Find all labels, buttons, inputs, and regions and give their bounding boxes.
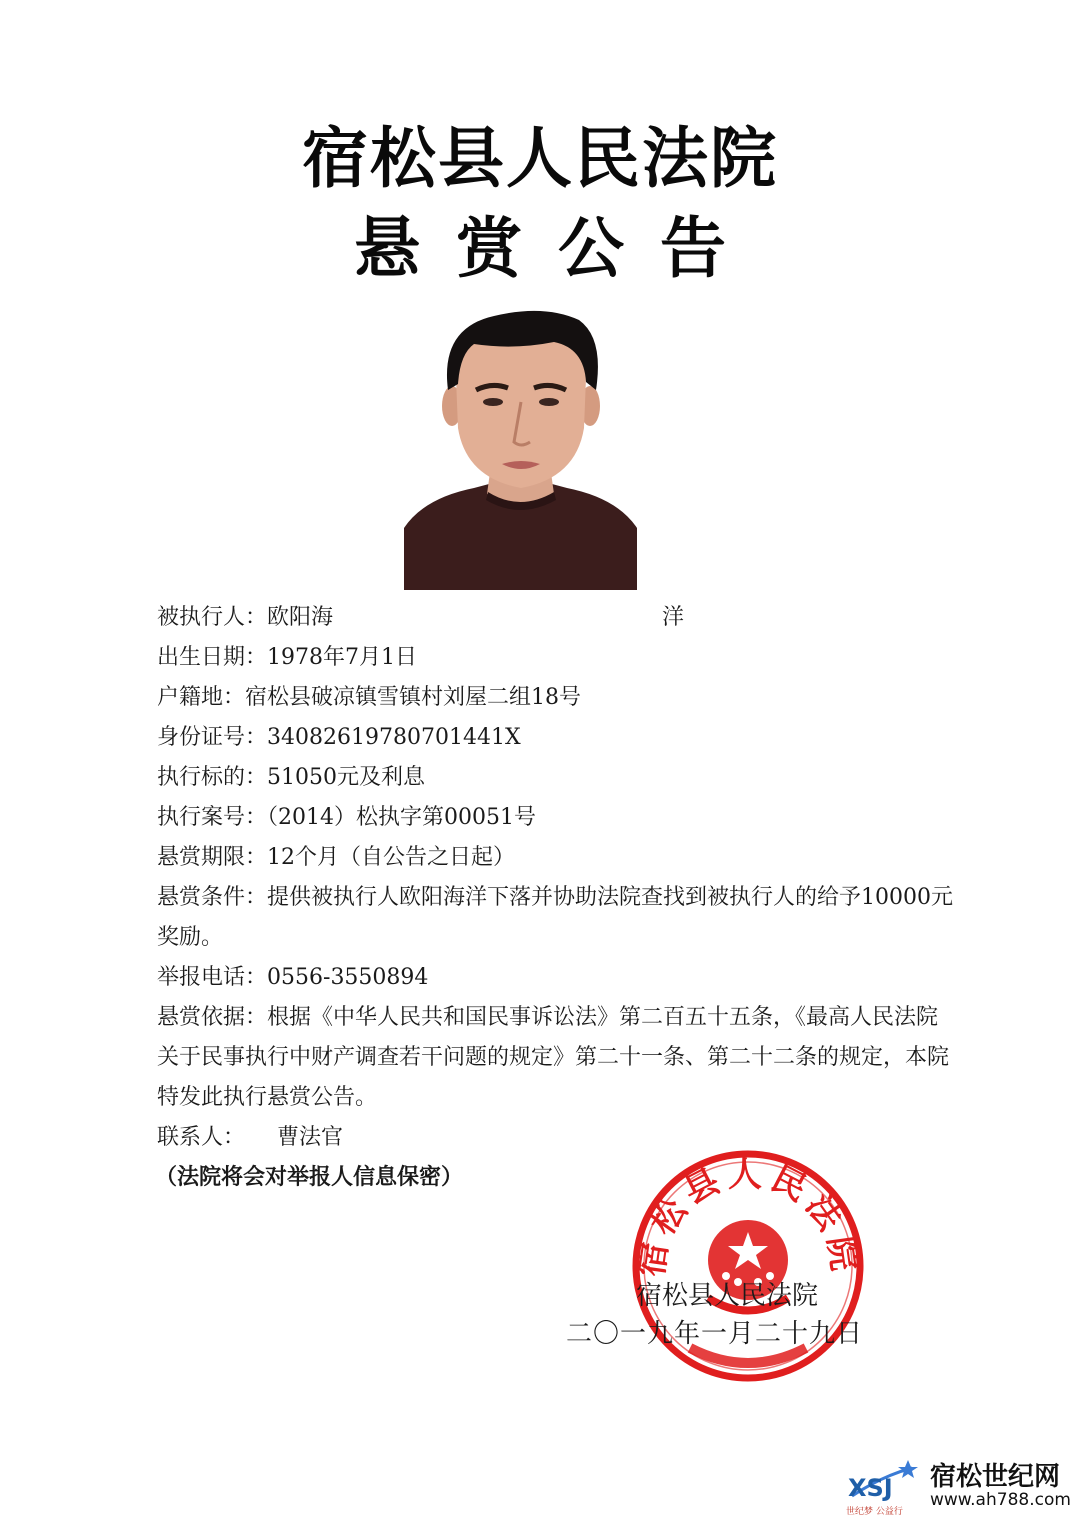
birth-label: 出生日期：: [157, 645, 268, 670]
case-row: [157, 798, 957, 838]
target-value: 51050元及利息: [267, 765, 426, 790]
period-row: [157, 838, 957, 878]
phone-value: 0556-3550894: [267, 965, 429, 990]
signature-date: 二〇一九年一月二十九日: [566, 1319, 864, 1349]
suspect-photo: [404, 298, 637, 590]
household-row: [157, 678, 957, 718]
period-value: 12个月（自公告之日起）: [267, 845, 516, 870]
period-label: 悬赏期限：: [157, 845, 268, 870]
id-label: 身份证号：: [157, 725, 268, 750]
phone-label: 举报电话：: [157, 965, 268, 990]
condition-label: 悬赏条件：: [157, 885, 268, 910]
id-row: [157, 718, 957, 758]
seal-text: 宿松县人民法院: [631, 1154, 865, 1280]
signature-court: 宿松县人民法院: [636, 1281, 819, 1311]
logo-letters: XSJ: [848, 1474, 893, 1502]
birth-row: [157, 638, 957, 678]
basis-value: 根据《中华人民共和国民事诉讼法》第二百五十五条，《最高人民法院关于民事执行中财产调查若干问题的规定》第二十一条、第二十二条的规定，本院特发此执行悬赏公告。: [157, 1005, 950, 1110]
logo-subtitle: 世纪梦 公益行: [846, 1507, 903, 1517]
site-url: www.ah788.com: [930, 1490, 1071, 1510]
contact-value: 曹法官: [277, 1125, 344, 1150]
phone-row: [157, 958, 957, 998]
household-label: 户籍地：: [157, 685, 246, 710]
id-value: 34082619780701441X: [267, 725, 521, 750]
basis-label: 悬赏依据：: [157, 1005, 268, 1030]
notice-title: 悬赏公告: [354, 210, 762, 287]
name-row: [157, 598, 957, 638]
case-label: 执行案号：: [157, 805, 268, 830]
site-logo: [842, 1458, 922, 1518]
case-value: （2014）松执字第00051号: [267, 805, 536, 830]
name-value-part1: 欧阳海: [267, 605, 334, 630]
condition-row: [157, 878, 957, 958]
contact-label: 联系人：: [157, 1125, 246, 1150]
target-row: [157, 758, 957, 798]
name-label: 被执行人：: [157, 605, 268, 630]
court-title: 宿松县人民法院: [302, 120, 778, 197]
basis-row: [157, 998, 957, 1118]
condition-value: 提供被执行人欧阳海洋下落并协助法院查找到被执行人的给予10000元奖励。: [157, 885, 954, 950]
household-value: 宿松县破凉镇雪镇村刘屋二组18号: [245, 685, 582, 710]
site-name: 宿松世纪网: [930, 1462, 1061, 1492]
notice-body: [157, 598, 957, 1198]
name-value-part2: 洋: [662, 605, 685, 630]
secrecy-note: （法院将会对举报人信息保密）: [155, 1165, 464, 1190]
birth-value: 1978年7月1日: [267, 645, 417, 670]
target-label: 执行标的：: [157, 765, 268, 790]
